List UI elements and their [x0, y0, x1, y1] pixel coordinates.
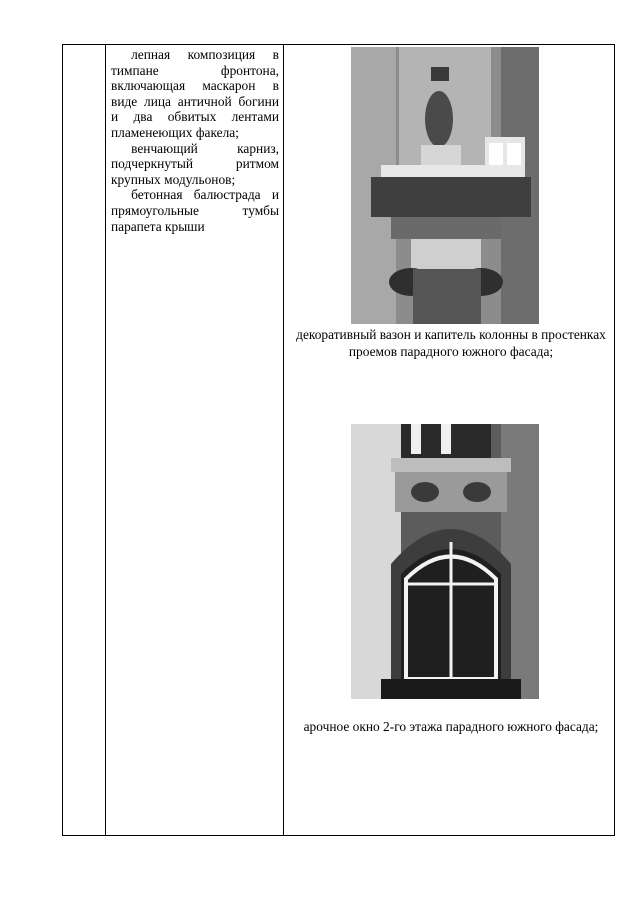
- photo-vase-capital-image: [351, 47, 539, 324]
- photo-caption: декоративный вазон и капитель колонны в простенках проемов парадного южного фасада;: [296, 327, 606, 359]
- photo-arched-window-image: [351, 424, 539, 699]
- description-item: лепная композиция в тимпане фронтона, включающая маскарон в виде лица античной богини и два обвитых лентами пламенеющих факела;: [111, 47, 279, 140]
- table-row: [62, 44, 615, 836]
- description-item: бетонная балюстрада и прямоугольные тумбы парапета крыши: [111, 187, 279, 234]
- photo-arched-window: [351, 424, 539, 699]
- description-item: венчающий карниз, подчеркнутый ритмом крупных модульонов;: [111, 140, 279, 187]
- photo-vase-capital: [351, 47, 539, 324]
- column-divider: [105, 45, 106, 835]
- description-cell: [111, 47, 279, 234]
- column-divider: [283, 45, 284, 835]
- photo-caption: арочное окно 2-го этажа парадного южного фасада;: [303, 719, 599, 734]
